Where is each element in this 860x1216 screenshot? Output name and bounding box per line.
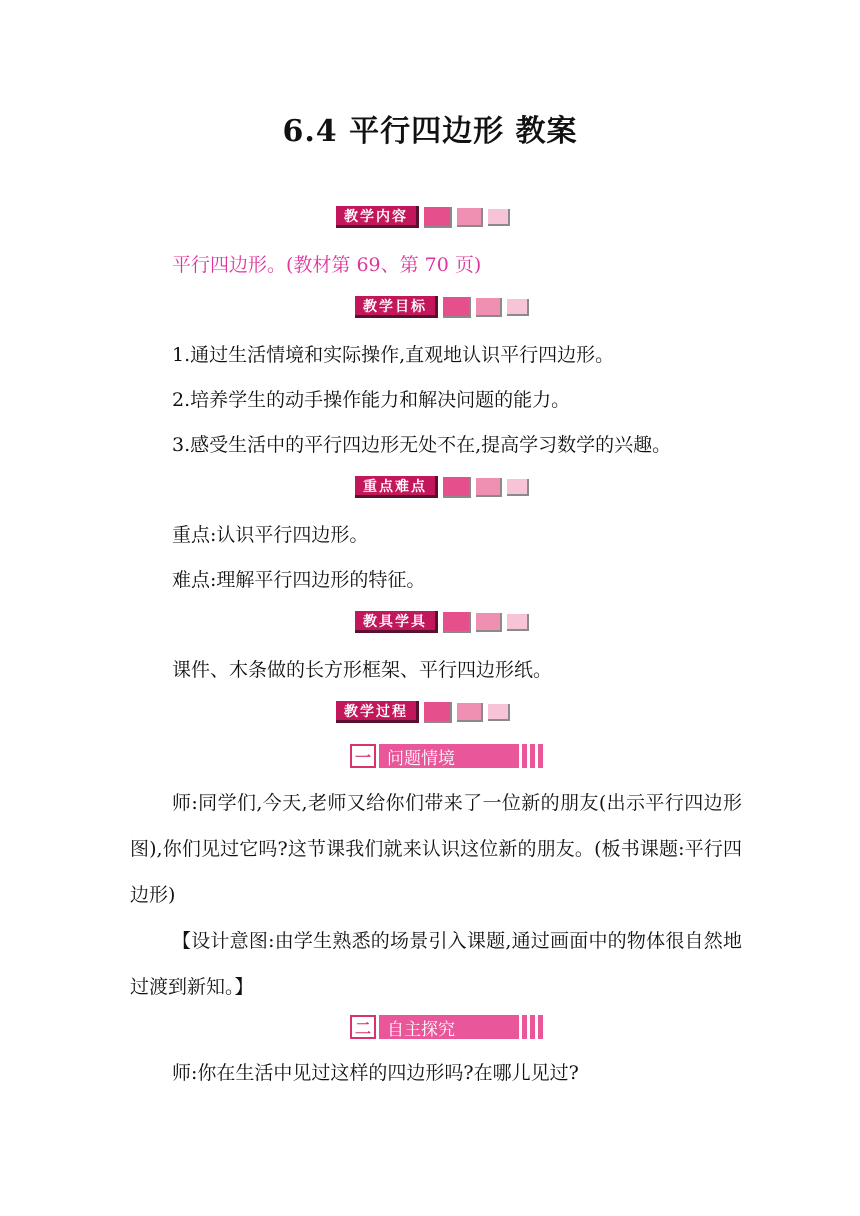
decor-square: [443, 612, 471, 633]
step-number: 二: [350, 1015, 376, 1039]
decor-square: [488, 704, 510, 721]
decor-bar: [522, 744, 527, 768]
section-header-goals: [355, 296, 529, 318]
decor-square: [457, 208, 483, 227]
section-label: 教学过程: [336, 701, 419, 723]
paragraph: 师:同学们,今天,老师又给你们带来了一位新的朋友(出示平行四边形图),你们见过它吗?这节课我们就来认识这位新的朋友。(板书课题:平行四边形): [130, 792, 742, 906]
keypoint-item: 难点:理解平行四边形的特征。: [172, 569, 426, 591]
decor-square: [424, 207, 452, 228]
section-label: 教学内容: [336, 206, 419, 228]
decor-square: [457, 703, 483, 722]
decor-square: [424, 702, 452, 723]
section-header-tools: [355, 611, 529, 633]
decor-bar: [538, 744, 543, 768]
step-header-1: [350, 744, 543, 768]
design-intent: 【设计意图:由学生熟悉的场景引入课题,通过画面中的物体很自然地过渡到新知。】: [130, 930, 742, 998]
content-text: 平行四边形。(教材第 69、第 70 页): [172, 254, 482, 276]
decor-square: [476, 298, 502, 317]
decor-square: [507, 614, 529, 631]
goal-item: 2.培养学生的动手操作能力和解决问题的能力。: [172, 389, 571, 411]
decor-square: [443, 297, 471, 318]
decor-bar: [538, 1015, 543, 1039]
paragraph: 师:你在生活中见过这样的四边形吗?在哪儿见过?: [172, 1062, 579, 1084]
step-header-2: [350, 1015, 543, 1039]
decor-square: [476, 613, 502, 632]
decor-square: [507, 479, 529, 496]
step-label: 问题情境: [379, 744, 519, 768]
decor-bar: [530, 1015, 535, 1039]
section-header-process: [336, 701, 510, 723]
step-number: 一: [350, 744, 376, 768]
decor-bar: [522, 1015, 527, 1039]
decor-square: [443, 477, 471, 498]
section-label: 教具学具: [355, 611, 438, 633]
keypoint-item: 重点:认识平行四边形。: [172, 524, 369, 546]
section-label: 重点难点: [355, 476, 438, 498]
tools-text: 课件、木条做的长方形框架、平行四边形纸。: [172, 659, 553, 681]
decor-bar: [530, 744, 535, 768]
section-header-keypoints: [355, 476, 529, 498]
goal-item: 3.感受生活中的平行四边形无处不在,提高学习数学的兴趣。: [172, 434, 672, 456]
decor-square: [488, 209, 510, 226]
goal-item: 1.通过生活情境和实际操作,直观地认识平行四边形。: [172, 344, 615, 366]
section-label: 教学目标: [355, 296, 438, 318]
page-title: 6.4 平行四边形 教案: [282, 114, 578, 149]
step-label: 自主探究: [379, 1015, 519, 1039]
decor-square: [476, 478, 502, 497]
section-header-content: [336, 206, 510, 228]
decor-square: [507, 299, 529, 316]
